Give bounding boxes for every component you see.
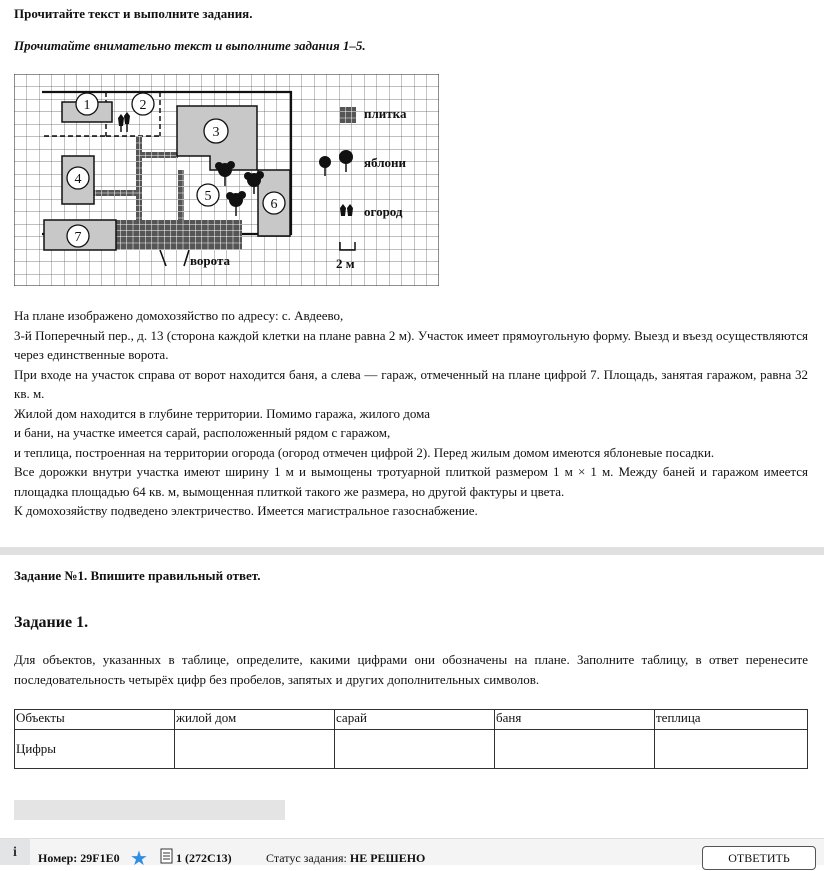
- plan-number-3: 3: [212, 125, 220, 140]
- table-row-label: Цифры: [15, 730, 175, 769]
- description-line: Жилой дом находится в глубине территории. Помимо гаража, жилого дома: [14, 405, 431, 421]
- task-header: Задание №1. Впишите правильный ответ.: [14, 568, 261, 583]
- legend-apples: яблони: [364, 155, 406, 170]
- answer-table: [14, 709, 808, 769]
- answer-button[interactable]: ОТВЕТИТЬ: [702, 846, 816, 870]
- plan-number-4: 4: [74, 172, 82, 187]
- description-text: [14, 306, 808, 521]
- description-line: и бани, на участке имеется сарай, расположенный рядом с гаражом,: [14, 425, 391, 440]
- table-header-cell: сарай: [335, 710, 495, 730]
- answer-cell-greenhouse[interactable]: [655, 730, 808, 769]
- task-number: Номер: 29F1E0: [38, 851, 120, 865]
- status-value: НЕ РЕШЕНО: [349, 851, 426, 865]
- plan-number-5: 5: [204, 189, 212, 204]
- table-header-row: [15, 710, 808, 730]
- status-label: Статус задания:: [266, 851, 347, 865]
- description-line: и теплица, построенная на территории огорода (огород отмечен цифрой 2). Перед жилым домом имеются яблоневые посадки.: [14, 444, 715, 460]
- table-header-cell: жилой дом: [175, 710, 335, 730]
- answer-input[interactable]: [14, 800, 285, 820]
- info-icon[interactable]: i: [0, 839, 30, 865]
- answer-cell-house[interactable]: [175, 730, 335, 769]
- description-line: Все дорожки внутри участка имеют ширину 1 м и вымощены тротуарной плиткой размером 1 м × 1 м. Между баней и гаражом имеется площадка площадью 64 кв. м, вымощенная плиткой такого же размера, но другой фактуры и цвета.: [14, 464, 808, 499]
- description-line: При входе на участок справа от ворот находится баня, а слева — гараж, отмеченный на плане цифрой 7. Площадь, занятая гаражом, равна 32 кв. м.: [14, 366, 808, 401]
- task-text: Для объектов, указанных в таблице, определите, какими цифрами они обозначены на плане. Заполните таблицу, в ответ перенесите последовательность четырёх цифр без пробелов, запятых и других дополнительных символов.: [14, 652, 808, 687]
- table-row: [15, 730, 808, 769]
- plan-number-7: 7: [74, 230, 82, 245]
- table-header-cell: Объекты: [15, 710, 175, 730]
- plan-number-6: 6: [270, 197, 278, 212]
- instruction-title: Прочитайте текст и выполните задания.: [14, 6, 253, 21]
- plan-number-1: 1: [83, 98, 91, 113]
- answer-cell-shed[interactable]: [335, 730, 495, 769]
- answer-cell-bath[interactable]: [495, 730, 655, 769]
- section-divider: [0, 547, 824, 555]
- footer-bar: [0, 838, 824, 870]
- description-line: На плане изображено домохозяйство по адресу: с. Авдеево,: [14, 308, 344, 323]
- task-title: Задание 1.: [14, 614, 89, 631]
- description-line: К домохозяйству подведено электричество. Имеется магистральное газоснабжение.: [14, 503, 478, 518]
- task-count[interactable]: 1 (272C13): [176, 851, 232, 865]
- gate-label: ворота: [190, 253, 231, 268]
- legend-scale: 2 м: [336, 256, 355, 271]
- instruction-subtitle: Прочитайте внимательно текст и выполните задания 1–5.: [14, 38, 366, 53]
- legend-tiles: плитка: [364, 106, 407, 121]
- legend-garden: огород: [364, 204, 403, 219]
- tile-legend-icon: [340, 107, 356, 123]
- table-header-cell: баня: [495, 710, 655, 730]
- plan-number-2: 2: [139, 98, 147, 113]
- household-plan: [14, 74, 439, 286]
- description-line: 3-й Поперечный пер., д. 13 (сторона каждой клетки на плане равна 2 м). Участок имеет прямоугольную форму. Выезд и въезд осуществляются через единственные ворота.: [14, 327, 808, 362]
- document-icon[interactable]: [160, 848, 174, 864]
- table-header-cell: теплица: [655, 710, 808, 730]
- star-icon[interactable]: ★: [130, 848, 148, 870]
